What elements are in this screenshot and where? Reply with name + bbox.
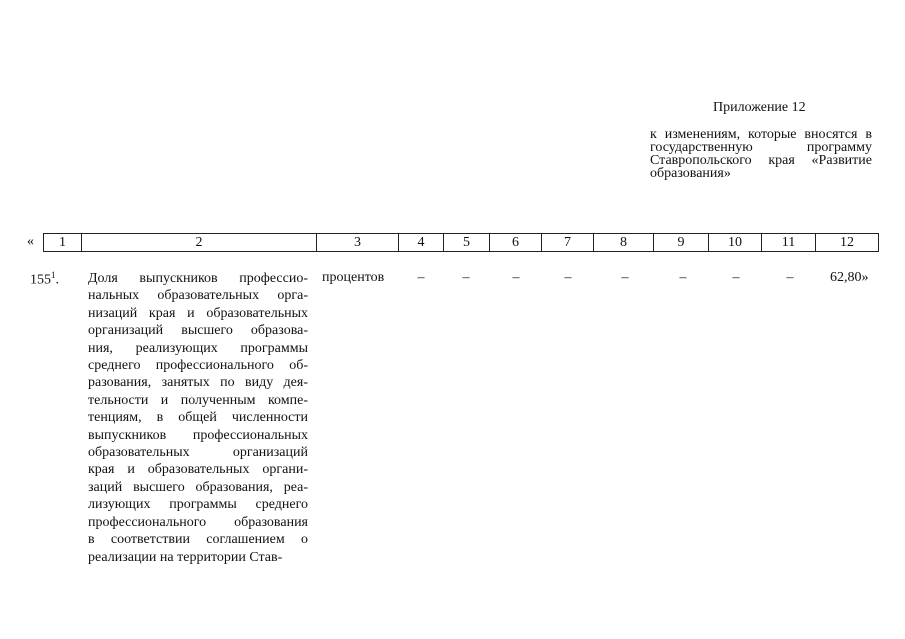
row-number-main: 155 xyxy=(30,272,51,288)
description-line: Доля выпускников профессио- xyxy=(88,271,308,286)
description-line: тельности и полученным компе- xyxy=(88,392,308,408)
description-line: выпускников профессиональных xyxy=(88,427,308,443)
description-line: реализации на территории Став- xyxy=(88,549,283,565)
header-cell: 6 xyxy=(490,234,542,252)
value-dash: – xyxy=(417,270,425,285)
description-line: нальных образовательных орга- xyxy=(88,288,308,304)
target-value-cell: 62,80» xyxy=(830,270,869,285)
column-number-header xyxy=(43,233,879,252)
value-dash: – xyxy=(621,270,629,285)
description-line: в соответствии соглашением о xyxy=(88,532,308,548)
appendix-subtitle: к изменениям, которые вносятся в государственную программу Ставропольского края «Развитие образования» xyxy=(650,127,872,181)
row-number xyxy=(30,270,59,289)
table-open-quote: « xyxy=(27,234,34,249)
description-line: лизующих программы среднего xyxy=(88,497,308,513)
description-line: ния, реализующих программы xyxy=(88,340,308,356)
row-number-superscript: 1 xyxy=(51,270,56,280)
value-dash: – xyxy=(462,270,470,285)
header-cell: 8 xyxy=(594,234,654,252)
row-number-suffix: . xyxy=(55,272,59,288)
header-cell: 5 xyxy=(444,234,490,252)
header-cell: 2 xyxy=(82,234,317,252)
header-cell: 7 xyxy=(542,234,594,252)
header-cell: 3 xyxy=(317,234,399,252)
value-dash: – xyxy=(786,270,794,285)
value-dash: – xyxy=(512,270,520,285)
description-line: профессионального образования xyxy=(88,514,308,530)
appendix-title: Приложение 12 xyxy=(713,100,806,115)
description-line: низаций края и образовательных xyxy=(88,305,308,321)
header-cell: 1 xyxy=(44,234,82,252)
header-cell: 9 xyxy=(654,234,709,252)
header-cell: 12 xyxy=(816,234,879,252)
description-line: организаций высшего образова- xyxy=(88,323,308,339)
unit-cell: процентов xyxy=(322,270,385,285)
description-line: среднего профессионального об- xyxy=(88,358,308,374)
description-line: разования, занятых по виду дея- xyxy=(88,375,308,391)
description-line: образовательных организаций xyxy=(88,445,308,461)
header-cell: 4 xyxy=(399,234,444,252)
description-line: тенциям, в общей численности xyxy=(88,410,308,426)
header-cell: 11 xyxy=(762,234,816,252)
value-dash: – xyxy=(564,270,572,285)
value-dash: – xyxy=(679,270,687,285)
description-line: заций высшего образования, реа- xyxy=(88,479,308,495)
header-cell: 10 xyxy=(709,234,762,252)
indicator-description xyxy=(88,270,308,566)
value-dash: – xyxy=(732,270,740,285)
description-line: края и образовательных органи- xyxy=(88,462,308,478)
